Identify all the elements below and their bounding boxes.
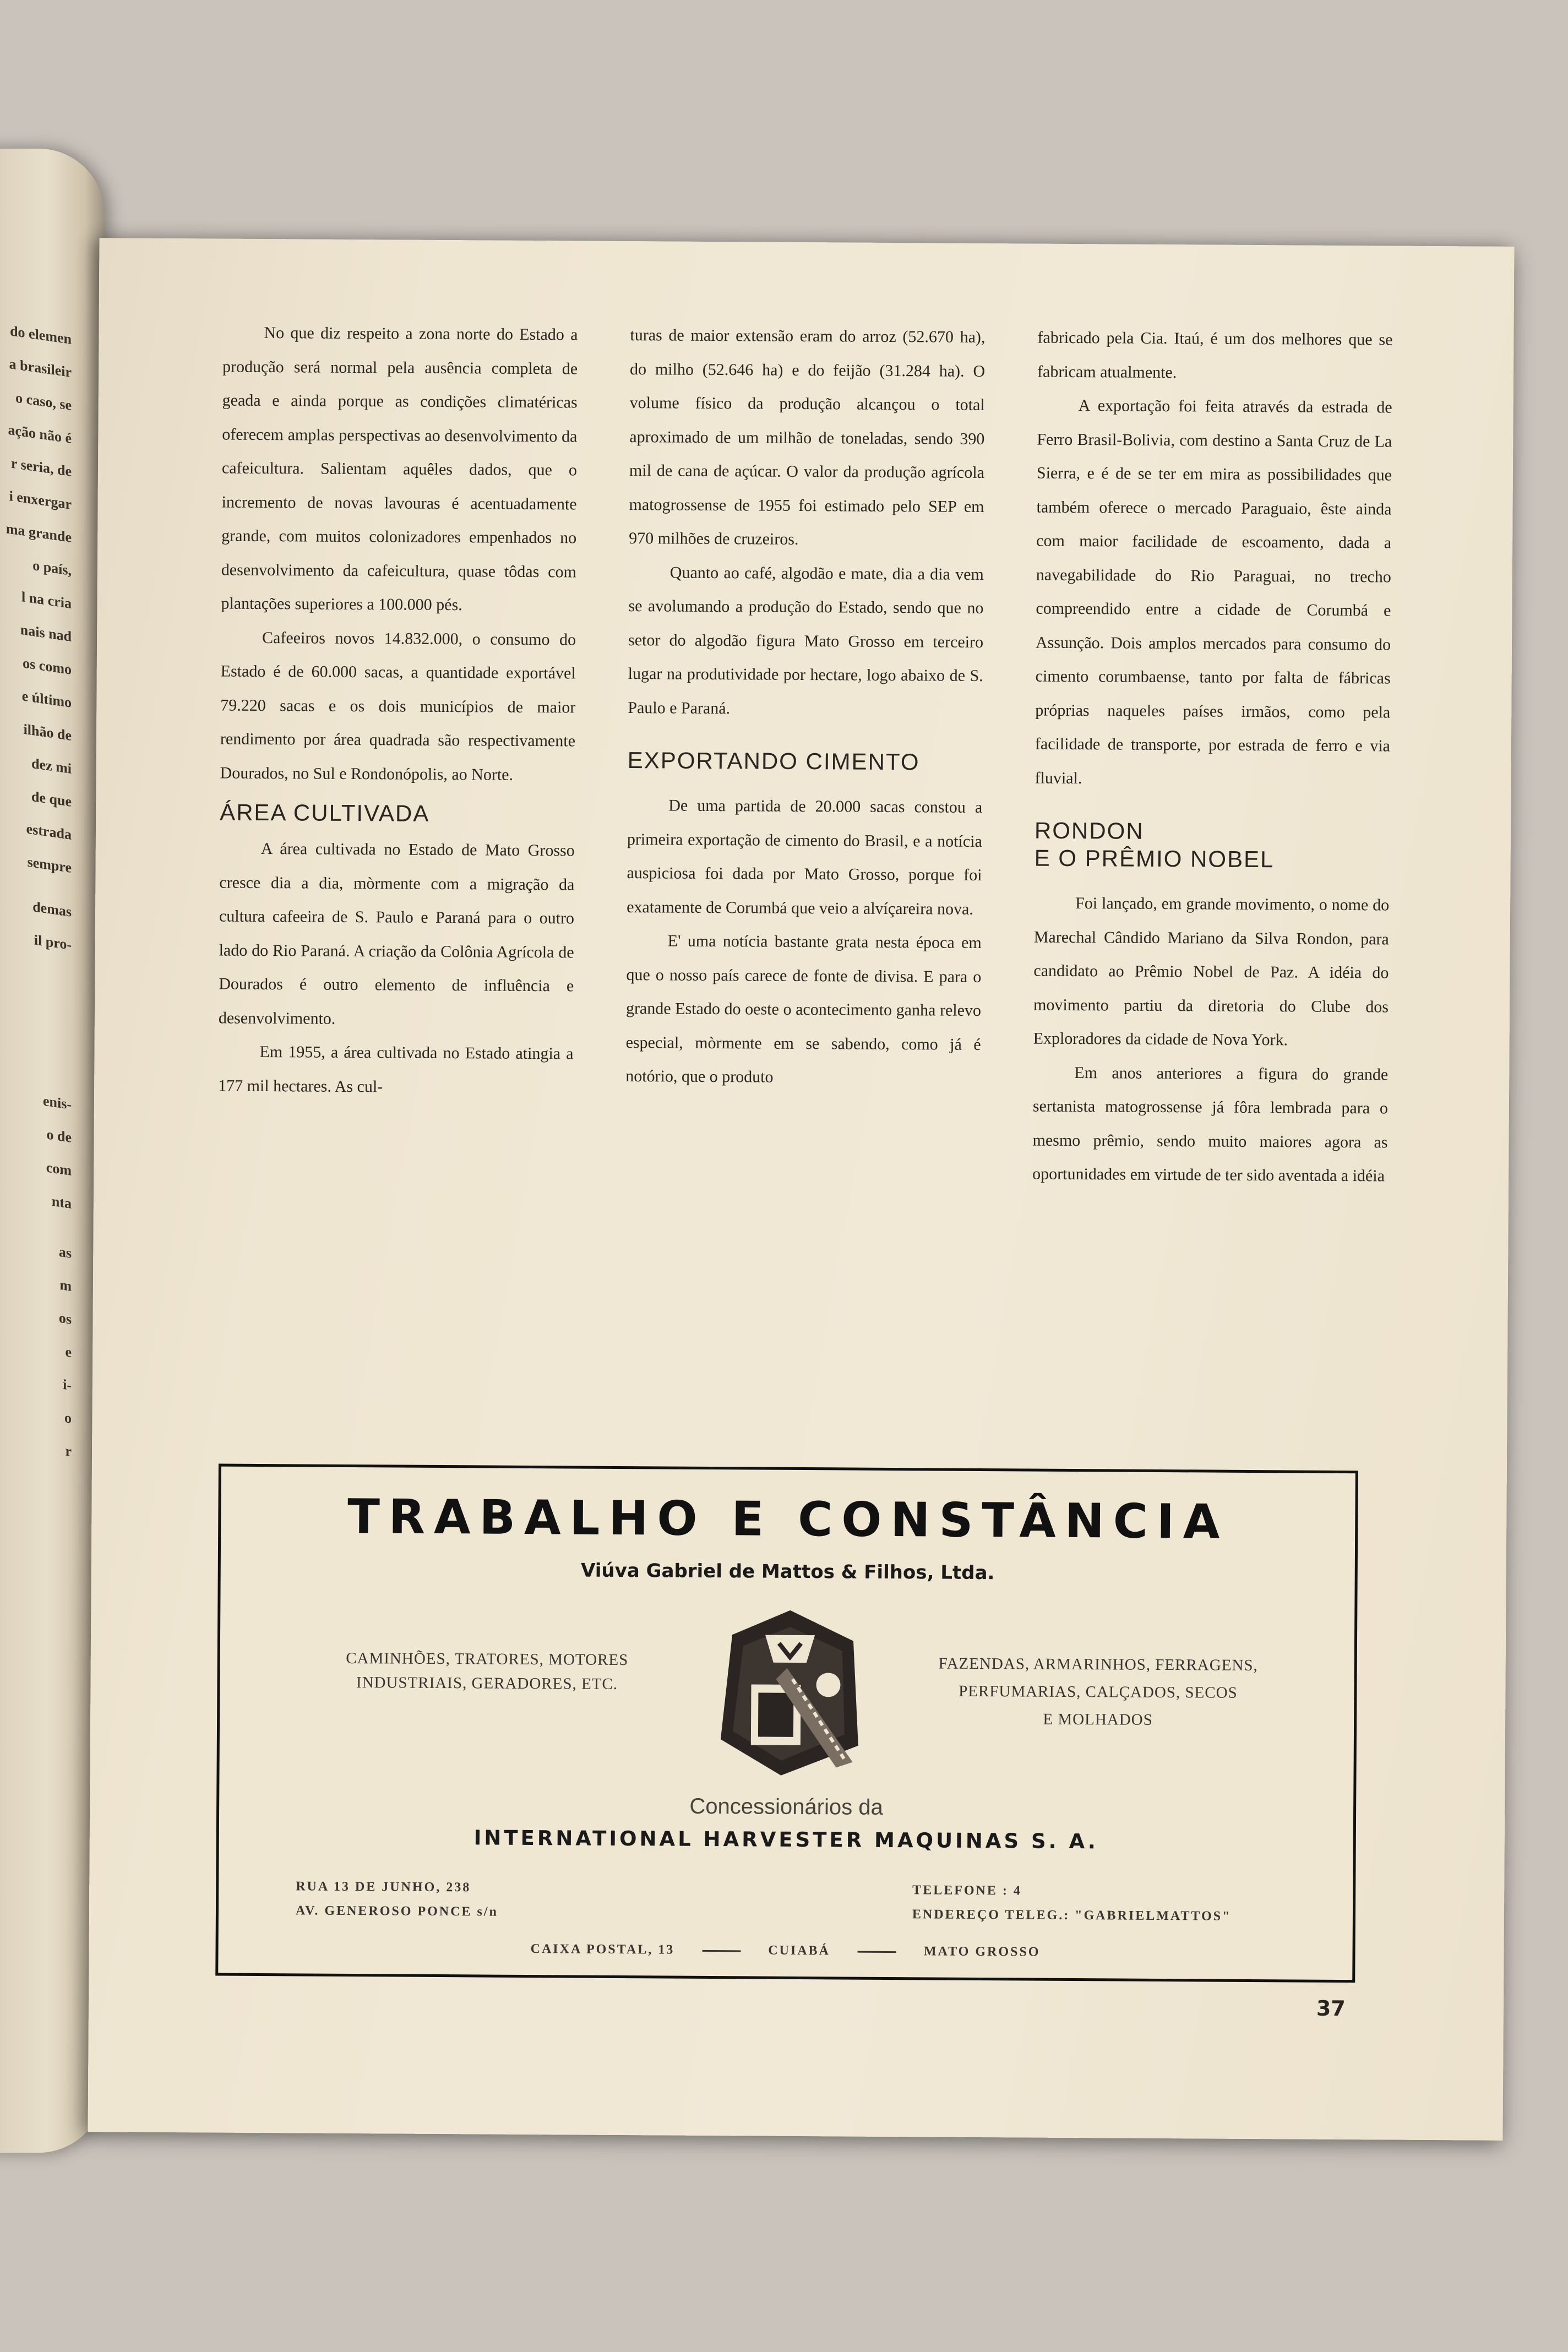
previous-page-edge — [0, 149, 105, 2153]
ad-state: MATO GROSSO — [923, 1944, 1041, 1959]
separator — [702, 1950, 741, 1952]
ad-line: FAZENDAS, ARMARINHOS, FERRAGENS, — [938, 1654, 1258, 1675]
section-heading-exportando-cimento: EXPORTANDO CIMENTO — [627, 747, 920, 775]
left-page-text-fragment: a brasileir — [9, 356, 72, 380]
left-page-text-fragment: r seria, de — [11, 455, 72, 480]
ad-footer — [218, 1940, 1352, 1962]
left-page-text-fragment: ma grande — [6, 520, 72, 546]
ad-phone: TELEFONE : 4 — [912, 1883, 1022, 1898]
left-page-text-fragment: o país, — [32, 557, 72, 579]
left-page-text-fragment: l na cria — [21, 589, 72, 612]
section-heading-rondon: RONDON — [1034, 817, 1144, 844]
ad-dealer-company: INTERNATIONAL HARVESTER MAQUINAS S. A. — [473, 1826, 1099, 1854]
left-page-text-fragment: com — [46, 1159, 72, 1179]
left-page-text-fragment: o caso, se — [15, 389, 72, 413]
left-page-text-fragment: m — [59, 1276, 72, 1294]
paragraph: Foi lançado, em grande movimento, o nome do Marechal Cândido Mariano da Silva Rondon, para candidato ao Prêmio Nobel de Paz. A idéia do movimento partiu da diretoria do Clube dos Exploradores da cidade de Nova York. — [1033, 894, 1390, 1049]
article-column-2 — [625, 318, 986, 1095]
paragraph: A exportação foi feita através da estrada de Ferro Brasil-Bolivia, com destino a Santa Cruz de La Sierra, e é de se ter em mira as possibilidades que também oferece o mercado Paraguaio, êste ainda com maior facilidade de escoamento, dada a navegabilidade do Rio Paraguai, no trecho compreendido entre a cidade de Corumbá e Assunção. Dois amplos mercados para consumo do cimento corumbaense, tanto por falta de fábricas próprias naqueles países irmãos, como pela facilidade de transporte, por estrada de ferro e via fluvial. — [1035, 396, 1392, 787]
page-number: 37 — [1316, 1996, 1346, 2021]
ad-line: PERFUMARIAS, CALÇADOS, SECOS — [959, 1682, 1238, 1702]
paragraph: No que diz respeito a zona norte do Estado a produção será normal pela ausência completa de geada e ainda porque as condições climatéricas oferecem amplas perspectivas ao desenvolvimento da cafeicultura. Salientam aquêles dados, que o incremento de novas lavouras é acentuadamente grande, com muitos colonizadores empenhados no desenvolvimento da cafeicultura, quase tôdas com plantações superiores a 100.000 pés. — [221, 324, 578, 614]
left-page-text-fragment: r — [65, 1442, 72, 1460]
left-page-text-fragment: i- — [63, 1376, 72, 1393]
left-page-text-fragment: enis- — [43, 1092, 72, 1113]
ad-title: TRABALHO E CONSTÂNCIA — [347, 1489, 1229, 1550]
left-page-text-fragment: sempre — [27, 853, 72, 876]
left-page-text-fragment: i enxergar — [9, 488, 72, 513]
article-column-1 — [218, 316, 578, 1105]
left-page-text-fragment: il pro- — [34, 932, 72, 953]
left-page-text-fragment: demas — [32, 898, 72, 920]
advertisement-box — [215, 1464, 1358, 1983]
ad-products-right — [908, 1649, 1288, 1734]
store-logo-icon — [698, 1602, 881, 1784]
left-page-text-fragment: nais nad — [20, 621, 72, 645]
left-page-text-fragment: o — [64, 1409, 72, 1427]
paragraph: turas de maior extensão eram do arroz (52.670 ha), do milho (52.646 ha) e do feijão (31.284 ha). O volume físico da produção alcançou o total aproximado de um milhão de toneladas, sendo 390 mil de cana de açúcar. O valor da produção agrícola matogrossense de 1955 foi estimado pelo SEP em 970 milhões de cruzeiros. — [629, 326, 986, 548]
left-page-text-fragment: o de — [46, 1126, 72, 1146]
left-page-text-fragment: os — [58, 1309, 72, 1327]
ad-city: CUIABÁ — [768, 1943, 831, 1958]
ad-company-name: Viúva Gabriel de Mattos & Filhos, Ltda. — [580, 1559, 995, 1585]
paragraph: Cafeeiros novos 14.832.000, o consumo do Estado é de 60.000 sacas, a quantidade exportável 79.220 sacas e os dois municípios de maior rendimento por área quadrada são respectivamente Dourados, no Sul e Rondonópolis, ao Norte. — [220, 628, 576, 784]
paragraph: Em anos anteriores a figura do grande sertanista matogrossense já fôra lembrada para o mesmo prêmio, sendo muito maiores agora as oportunidades em virtude de ter sido aventada a idéia — [1032, 1063, 1389, 1185]
magazine-page — [88, 238, 1515, 2141]
left-page-text-fragment: nta — [51, 1193, 72, 1212]
left-page-text-fragment: ilhão de — [23, 721, 72, 744]
left-page-text-fragment: e — [65, 1343, 72, 1360]
left-page-text-fragment: ação não é — [8, 421, 72, 447]
ad-pobox: CAIXA POSTAL, 13 — [530, 1942, 675, 1957]
ad-address — [296, 1874, 498, 1924]
paragraph: De uma partida de 20.000 sacas constou a primeira exportação de cimento do Brasil, e a notícia auspiciosa foi dada por Mato Grosso, porque foi exatamente de Corumbá que veio a alvíçareira nova. — [627, 796, 983, 918]
ad-products-left — [308, 1646, 666, 1697]
article-column-3 — [1032, 321, 1393, 1193]
paragraph: A área cultivada no Estado de Mato Grosso cresce dia a dia, mòrmente com a migração da cultura cafeeira de S. Paulo e Paraná para o outro lado do Rio Paraná. A criação da Colônia Agrícola de Dourados é outro elemento de influência e desenvolvimento. — [218, 839, 575, 1028]
left-page-text-fragment: os como — [23, 655, 72, 678]
ad-concession-label: Concessionários da — [689, 1794, 883, 1820]
section-heading-area-cultivada: ÁREA CULTIVADA — [220, 799, 430, 826]
ad-address-line: RUA 13 DE JUNHO, 238 — [296, 1879, 471, 1895]
paragraph: E' uma notícia bastante grata nesta época em que o nosso país carece de fonte de divisa. E para o grande Estado do oeste o acontecimento ganha relevo especial, mòrmente em se sabendo, como já é notório, que o produto — [625, 932, 982, 1086]
left-page-text-fragment: estrada — [26, 820, 72, 843]
left-page-text-fragment: dez mi — [31, 755, 72, 777]
left-page-text-fragment: de que — [31, 788, 72, 810]
paragraph: Quanto ao café, algodão e mate, dia a dia vem se avolumando a produção do Estado, sendo que no setor do algodão figura Mato Grosso em terceiro lugar na produtividade por hectare, logo abaixo de S. Paulo e Paraná. — [628, 563, 984, 717]
paragraph: Em 1955, a área cultivada no Estado atingia a 177 mil hectares. As cul- — [218, 1042, 574, 1096]
ad-address-line: AV. GENEROSO PONCE s/n — [295, 1903, 498, 1919]
paragraph: fabricado pela Cia. Itaú, é um dos melhores que se fabricam atualmente. — [1037, 328, 1393, 382]
section-heading-premio-nobel: E O PRÊMIO NOBEL — [1034, 845, 1275, 873]
ad-line: E MOLHADOS — [1043, 1710, 1153, 1729]
ad-telegraph: ENDEREÇO TELEG.: "GABRIELMATTOS" — [912, 1907, 1232, 1924]
ad-line: CAMINHÕES, TRATORES, MOTORES — [346, 1649, 629, 1669]
left-page-text-fragment: as — [58, 1243, 72, 1261]
ad-contact — [912, 1878, 1232, 1929]
left-page-text-fragment: do elemen — [10, 323, 72, 347]
ad-line: INDUSTRIAIS, GERADORES, ETC. — [356, 1674, 618, 1693]
left-page-text-fragment: e último — [21, 688, 72, 711]
separator — [858, 1951, 896, 1953]
